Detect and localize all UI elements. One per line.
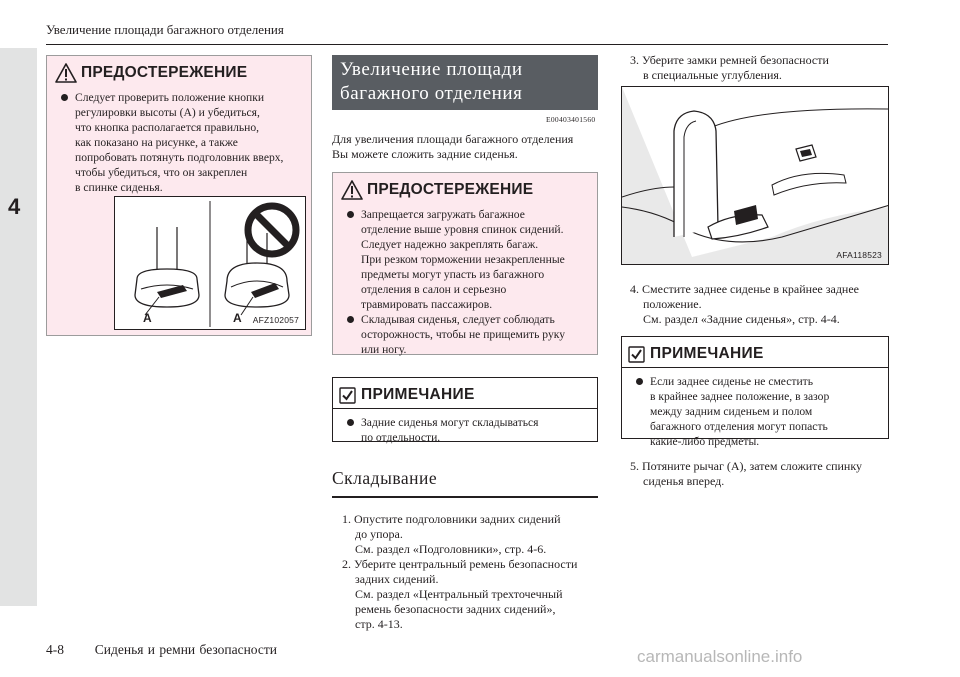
figure-label-a-left: A: [143, 311, 152, 325]
chapter-side-tab: [0, 48, 37, 606]
prohibition-icon: [243, 201, 301, 259]
figure-code: AFA118523: [836, 250, 882, 260]
warning-title: ПРЕДОСТЕРЕЖЕНИЕ: [81, 64, 248, 81]
step-item: 1. Опустите подголовники задних сидений до упора. См. раздел «Подголовники», стр. 4-6.: [342, 512, 561, 556]
middle-warning-box: [332, 172, 598, 355]
warning-list: [47, 84, 311, 201]
section-code: E00403401560: [546, 115, 596, 124]
warning-heading: [47, 56, 311, 84]
note-item: Задние сиденья могут складываться по отдельности.: [345, 415, 591, 445]
warning-item: Запрещается загружать багажное отделение выше уровня спинок сидений. Следует надежно закреплять багаж. При резком торможении незакрепленные предметы могут упасть из багажного отделения в салон и серьезно травмировать пассажиров.: [345, 207, 591, 312]
middle-note-box: [332, 377, 598, 442]
page-number: 4-8: [46, 642, 64, 657]
figure-label-a-right: A: [233, 311, 242, 325]
step-3: 3. Уберите замки ремней безопасности в специальные углубления.: [630, 53, 829, 82]
note-check-icon: [339, 387, 356, 404]
watermark: carmanualsonline.info: [637, 647, 803, 666]
note-title: ПРИМЕЧАНИЕ: [361, 386, 475, 403]
note-item: Если заднее сиденье не сместить в крайнее заднее положение, в зазор между задним сиденьем и полом багажного отделения могут попасть какие-либо предметы.: [634, 374, 882, 449]
header-divider: [46, 44, 888, 45]
warning-heading: [333, 173, 597, 201]
seatbelt-buckle-figure: [621, 86, 889, 265]
section-title: Увеличение площади багажного отделения: [332, 55, 598, 110]
warning-item: Следует проверить положение кнопки регулировки высоты (A) и убедиться, что кнопка располагается правильно, как показано на рисунке, а также попробовать потянуть подголовник вверх, чтобы убедиться, что он закреплен в спинке сиденья.: [59, 90, 305, 195]
section-intro: Для увеличения площади багажного отделения Вы можете сложить задние сиденья.: [332, 132, 574, 161]
left-warning-box: [46, 55, 312, 336]
figure-code: AFZ102057: [252, 315, 299, 325]
step-4: 4. Сместите заднее сиденье в крайнее заднее положение. См. раздел «Задние сиденья», стр. 4-4.: [630, 282, 859, 326]
warning-list: [333, 201, 597, 363]
chapter-title: Сиденья и ремни безопасности: [94, 642, 278, 657]
note-heading: [333, 378, 597, 409]
folding-steps: [342, 512, 577, 632]
note-title: ПРИМЕЧАНИЕ: [650, 345, 764, 362]
warning-triangle-icon: [341, 180, 363, 200]
chapter-number: 4: [8, 194, 21, 219]
warning-title: ПРЕДОСТЕРЕЖЕНИЕ: [367, 181, 534, 198]
note-heading: [622, 337, 888, 368]
note-list: [333, 409, 597, 451]
note-check-icon: [628, 346, 645, 363]
seatbelt-buckle-illustration: [622, 87, 889, 265]
step-item: 2. Уберите центральный ремень безопасности задних сидений. См. раздел «Центральный трехточечный ремень безопасности задних сидений», стр. 4-13.: [342, 557, 578, 631]
page-header: Увеличение площади багажного отделения: [46, 22, 284, 37]
step-5: 5. Потяните рычаг (A), затем сложите спинку сиденья вперед.: [630, 459, 863, 488]
right-note-box: [621, 336, 889, 448]
warning-triangle-icon: [55, 63, 77, 83]
headrest-figure: [114, 196, 306, 330]
page-footer: [46, 642, 277, 658]
note-list: [622, 368, 888, 455]
subsection-heading: Складывание: [332, 468, 598, 498]
warning-item: Складывая сиденья, следует соблюдать осторожность, чтобы не прищемить руку или ногу.: [345, 312, 591, 357]
